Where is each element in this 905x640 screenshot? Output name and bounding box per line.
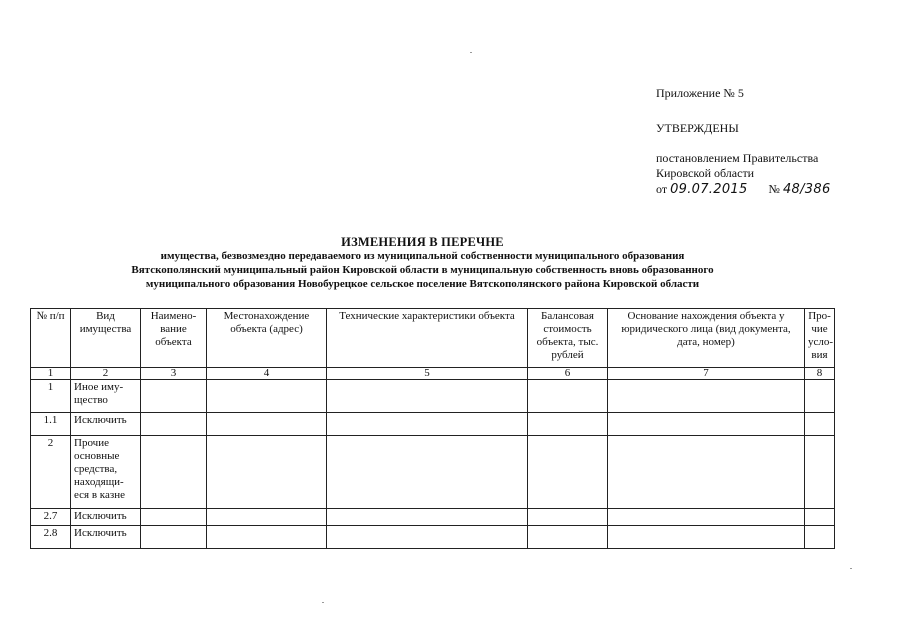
- header-cell-number: № п/п: [31, 309, 71, 368]
- empty-cell: [805, 436, 835, 509]
- empty-cell: [141, 380, 207, 413]
- empty-cell: [528, 413, 608, 436]
- row-kind: Исключить: [71, 526, 141, 549]
- decree-date-number: [656, 182, 831, 197]
- empty-cell: [207, 413, 327, 436]
- empty-cell: [805, 413, 835, 436]
- column-number: 5: [327, 368, 528, 380]
- empty-cell: [141, 526, 207, 549]
- column-number-row: [31, 368, 835, 380]
- table-header-row: [31, 309, 835, 368]
- empty-cell: [207, 509, 327, 526]
- scan-speck: [470, 52, 472, 53]
- empty-cell: [608, 436, 805, 509]
- table-row: [31, 526, 835, 549]
- decree-text: [656, 151, 818, 181]
- empty-cell: [528, 380, 608, 413]
- column-number: 1: [31, 368, 71, 380]
- decree-date: 09.07.2015: [670, 182, 748, 197]
- table-row: [31, 380, 835, 413]
- header-cell-kind: Вид имущества: [71, 309, 141, 368]
- empty-cell: [608, 413, 805, 436]
- property-changes-table: [30, 308, 835, 549]
- column-number: 4: [207, 368, 327, 380]
- column-number: 7: [608, 368, 805, 380]
- scan-speck: [322, 602, 324, 603]
- row-number: 2: [31, 436, 71, 509]
- row-number: 2.8: [31, 526, 71, 549]
- appendix-block: [0, 0, 905, 200]
- empty-cell: [608, 380, 805, 413]
- empty-cell: [805, 526, 835, 549]
- empty-cell: [805, 380, 835, 413]
- decree-number: 48/386: [782, 182, 831, 197]
- row-kind: Прочие основные средства, находящи-еся в казне: [71, 436, 141, 509]
- number-prefix: №: [768, 182, 780, 196]
- row-number: 1.1: [31, 413, 71, 436]
- heading-line-3: муниципального образования Новобурецкое сельское поселение Вятскополянского района Кировской области: [145, 278, 700, 290]
- empty-cell: [327, 380, 528, 413]
- table-row: [31, 436, 835, 509]
- empty-cell: [207, 436, 327, 509]
- heading-line-2: Вятскополянский муниципальный район Кировской области в муниципальную собственность вновь образованного: [131, 264, 714, 276]
- empty-cell: [327, 526, 528, 549]
- table-row: [31, 509, 835, 526]
- column-number: 2: [71, 368, 141, 380]
- approved-label: УТВЕРЖДЕНЫ: [656, 121, 739, 135]
- table-row: [31, 413, 835, 436]
- empty-cell: [608, 526, 805, 549]
- heading-line-1: имущества, безвозмездно передаваемого из муниципальной собственности муниципального образования: [160, 250, 685, 262]
- empty-cell: [608, 509, 805, 526]
- document-heading: [40, 235, 805, 291]
- empty-cell: [141, 509, 207, 526]
- header-cell-name: Наимено-вание объекта: [141, 309, 207, 368]
- column-number: 6: [528, 368, 608, 380]
- appendix-title: Приложение № 5: [656, 86, 744, 100]
- empty-cell: [327, 413, 528, 436]
- decree-line-1: постановлением Правительства: [656, 151, 819, 165]
- decree-line-2: Кировской области: [656, 166, 755, 180]
- header-cell-basis: Основание нахождения объекта у юридического лица (вид документа, дата, номер): [608, 309, 805, 368]
- empty-cell: [327, 436, 528, 509]
- heading-title: ИЗМЕНЕНИЯ В ПЕРЕЧНЕ: [341, 235, 504, 249]
- empty-cell: [207, 380, 327, 413]
- row-kind: Исключить: [71, 413, 141, 436]
- header-cell-location: Местонахождение объекта (адрес): [207, 309, 327, 368]
- date-prefix: от: [656, 182, 668, 196]
- column-number: 3: [141, 368, 207, 380]
- row-number: 2.7: [31, 509, 71, 526]
- scan-speck: [850, 568, 852, 569]
- column-number: 8: [805, 368, 835, 380]
- empty-cell: [141, 413, 207, 436]
- empty-cell: [805, 509, 835, 526]
- header-cell-book-value: Балансовая стоимость объекта, тыс. рублей: [528, 309, 608, 368]
- header-cell-specs: Технические характеристики объекта: [327, 309, 528, 368]
- row-kind: Исключить: [71, 509, 141, 526]
- empty-cell: [327, 509, 528, 526]
- row-kind: Иное иму-щество: [71, 380, 141, 413]
- header-cell-other: Про-чие усло-вия: [805, 309, 835, 368]
- row-number: 1: [31, 380, 71, 413]
- empty-cell: [528, 526, 608, 549]
- empty-cell: [141, 436, 207, 509]
- empty-cell: [207, 526, 327, 549]
- empty-cell: [528, 509, 608, 526]
- empty-cell: [528, 436, 608, 509]
